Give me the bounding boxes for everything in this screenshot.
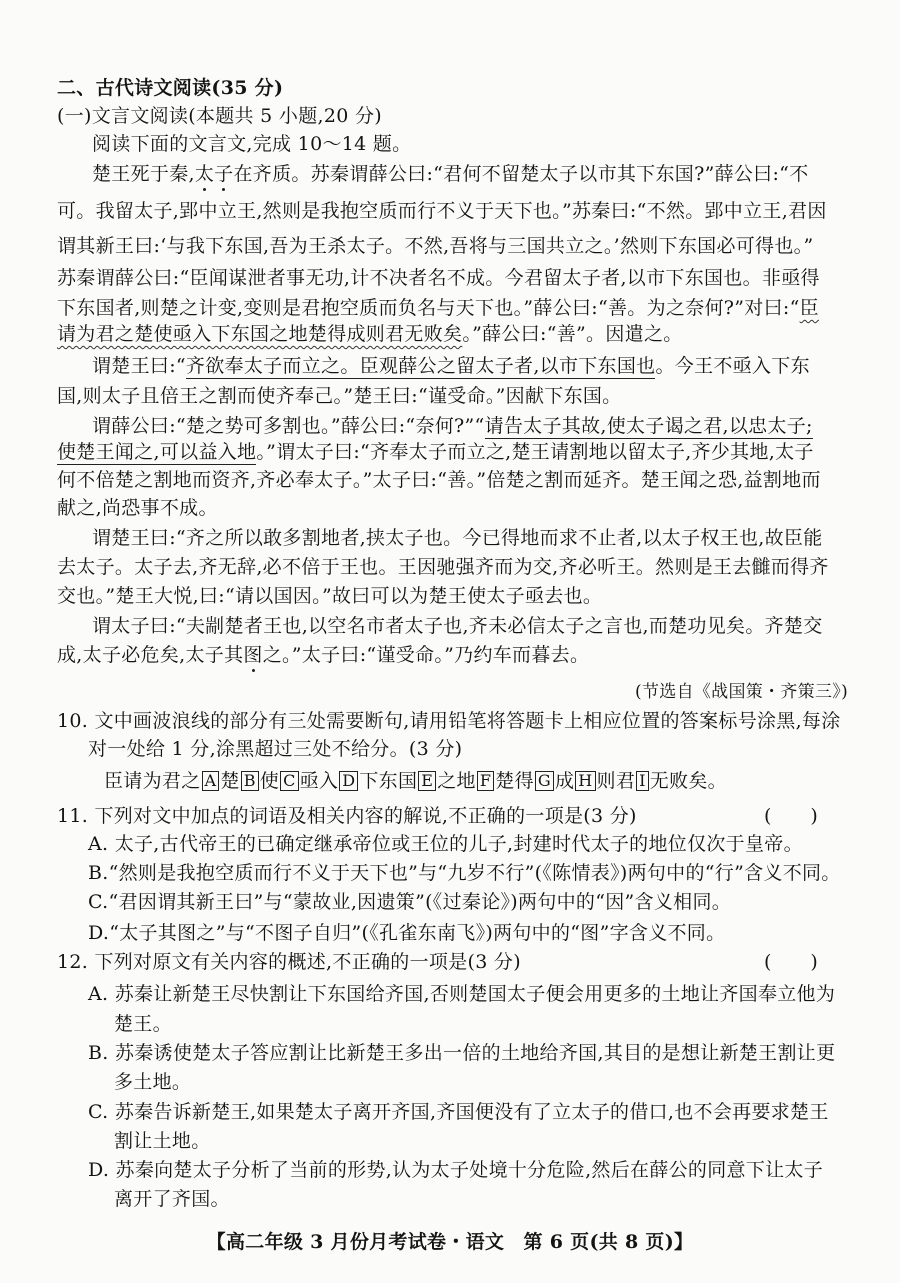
question-11-stem: 11. 下列对文中加点的词语及相关内容的解说,不正确的一项是(3 分): [57, 805, 637, 827]
passage-line: 国,则太子且倍王之割而使齐奉己。”楚王曰:“谨受命。”因献下东国。: [57, 385, 622, 407]
underlined-text: 齐欲奉太子而立之。臣观薛公之留太子者,以市下东国也: [185, 355, 656, 377]
option-d-cont: 离开了齐国。: [114, 1188, 230, 1210]
passage-line: 献之,尚恐事不成。: [57, 497, 218, 519]
answer-marker-c[interactable]: C: [280, 771, 299, 791]
passage-line: 交也。”楚王大悦,曰:“请以国因。”故曰可以为楚王使太子亟去也。: [57, 585, 603, 607]
option-a-cont: 楚王。: [114, 1013, 172, 1035]
answer-marker-i[interactable]: I: [636, 771, 649, 791]
answer-marker-h[interactable]: H: [575, 771, 595, 791]
question-10-stem-cont: 对一处给 1 分,涂黑超过三处不给分。(3 分): [88, 738, 463, 760]
option-b[interactable]: B.“然则是我抱空质而行不义于天下也”与“九岁不行”(《陈情表》)两句中的“行”含义不同。: [88, 862, 841, 884]
emphasis-dot-char: 子: [214, 163, 234, 185]
answer-marker-e[interactable]: E: [418, 771, 436, 791]
passage-source: (节选自《战国策・齐策三》): [635, 682, 848, 702]
section-subtitle: (一)文言文阅读(本题共 5 小题,20 分): [57, 105, 382, 127]
option-c-cont: 割让土地。: [114, 1130, 211, 1152]
passage-line: 何不倍楚之割地而资齐,齐必奉太子。”太子曰:“善。”倍楚之割而延齐。楚王闻之恐,益割地而: [57, 469, 821, 491]
answer-paren[interactable]: ( ): [764, 805, 819, 827]
page-footer: 【高二年级 3 月份月考试卷・语文 第 6 页(共 8 页)】: [206, 1231, 694, 1253]
question-10-stem: 10. 文中画波浪线的部分有三处需要断句,请用铅笔将答题卡上相应位置的答案标号涂黑,每涂: [57, 710, 841, 732]
passage-line: 成,太子必危矣,太子其图之。”太子曰:“谨受命。”乃约车而暮去。: [57, 644, 590, 666]
emphasis-dot-char: 太: [194, 163, 215, 185]
passage-line: 谓太子曰:“夫剬楚者王也,以空名市者太子也,齐未必信太子之言也,而楚功见矣。齐楚交: [92, 615, 823, 637]
wavy-underlined-text: 请为君之楚使亟入下东国之地楚得成则君无败矣: [57, 323, 463, 345]
passage-line: 使楚王闻之,可以益入地。”谓太子曰:“齐奉太子而立之,楚王请割地以留太子,齐少其地,太子: [57, 441, 814, 463]
answer-marker-d[interactable]: D: [339, 771, 358, 791]
option-a[interactable]: A. 苏秦让新楚王尽快割让下东国给齐国,否则楚国太子便会用更多的土地让齐国奉立他为: [88, 983, 836, 1005]
option-d[interactable]: D.“太子其图之”与“不图子自归”(《孔雀东南飞》)两句中的“图”字含义不同。: [88, 922, 726, 944]
passage-line: 谓楚王曰:“齐欲奉太子而立之。臣观薛公之留太子者,以市下东国也。今王不亟入下东: [92, 355, 810, 377]
section-title: 二、古代诗文阅读(35 分): [57, 77, 284, 99]
option-c[interactable]: C.“君因谓其新王曰”与“蒙故业,因遗策”(《过秦论》)两句中的“因”含义相同。: [88, 891, 732, 913]
passage-line: 请为君之楚使亟入下东国之地楚得成则君无败矣。”薛公曰:“善”。因遣之。: [57, 323, 683, 345]
passage-line: 下东国者,则楚之计变,变则是君抱空质而负名与天下也。”薛公曰:“善。为之奈何?”对曰:“臣: [57, 297, 819, 319]
answer-marker-b[interactable]: B: [241, 771, 259, 791]
wavy-underlined-text: 臣: [799, 297, 819, 319]
passage-line: 谓薛公曰:“楚之势可多割也。”薛公曰:“奈何?”“请告太子其故,使太子谒之君,以忠太子;: [92, 415, 813, 437]
answer-paren[interactable]: ( ): [764, 951, 819, 973]
option-a[interactable]: A. 太子,古代帝王的已确定继承帝位或王位的儿子,封建时代太子的地位仅次于皇帝。: [88, 833, 803, 855]
option-d[interactable]: D. 苏秦向楚太子分析了当前的形势,认为太子处境十分危险,然后在薛公的同意下让太子: [88, 1159, 824, 1181]
question-10-sequence: 臣请为君之 A 楚 B 使 C 亟入 D 下东国 E 之地 F 楚得 G 成 H 则君 I 无败矣。: [104, 770, 727, 792]
passage-line: 去太子。太子去,齐无辞,必不倍于王也。王因驰强齐而为交,齐必听王。然则是王去雠而得齐: [57, 556, 829, 578]
passage-line: 苏秦谓薛公曰:“臣闻谋泄者事无功,计不决者名不成。今君留太子者,以市下东国也。非亟得: [57, 267, 820, 289]
option-b-cont: 多土地。: [114, 1071, 192, 1093]
underlined-text: 请告太子其故,使太子谒之君,以忠太子;: [484, 415, 813, 437]
option-c[interactable]: C. 苏秦告诉新楚王,如果楚太子离开齐国,齐国便没有了立太子的借口,也不会再要求楚王: [88, 1101, 829, 1123]
option-b[interactable]: B. 苏秦诱使楚太子答应割让比新楚王多出一倍的土地给齐国,其目的是想让新楚王割让更: [88, 1042, 836, 1064]
answer-marker-g[interactable]: G: [535, 771, 554, 791]
question-12-stem: 12. 下列对原文有关内容的概述,不正确的一项是(3 分): [57, 951, 521, 973]
underlined-text: 使楚王闻之,可以益入地: [57, 441, 257, 463]
passage-line: 可。我留太子,郢中立王,然则是我抱空质而行不义于天下也。”苏秦曰:“不然。郢中立王,君因: [57, 200, 827, 222]
passage-line: 谓楚王曰:“齐之所以敢多割地者,挟太子也。今已得地而求不止者,以太子权王也,故臣能: [92, 527, 823, 549]
reading-instruction: 阅读下面的文言文,完成 10～14 题。: [92, 133, 412, 155]
passage-line: 谓其新王曰:‘与我下东国,吾为王杀太子。不然,吾将与三国共立之。’然则下东国必可得也。”: [57, 235, 814, 257]
passage-line: 楚王死于秦,太子在齐质。苏秦谓薛公曰:“君何不留楚太子以市其下东国?”薛公曰:“不: [92, 163, 809, 185]
answer-marker-a[interactable]: A: [202, 771, 220, 791]
emphasis-dot-char: 图: [243, 644, 263, 666]
answer-marker-f[interactable]: F: [477, 771, 494, 791]
